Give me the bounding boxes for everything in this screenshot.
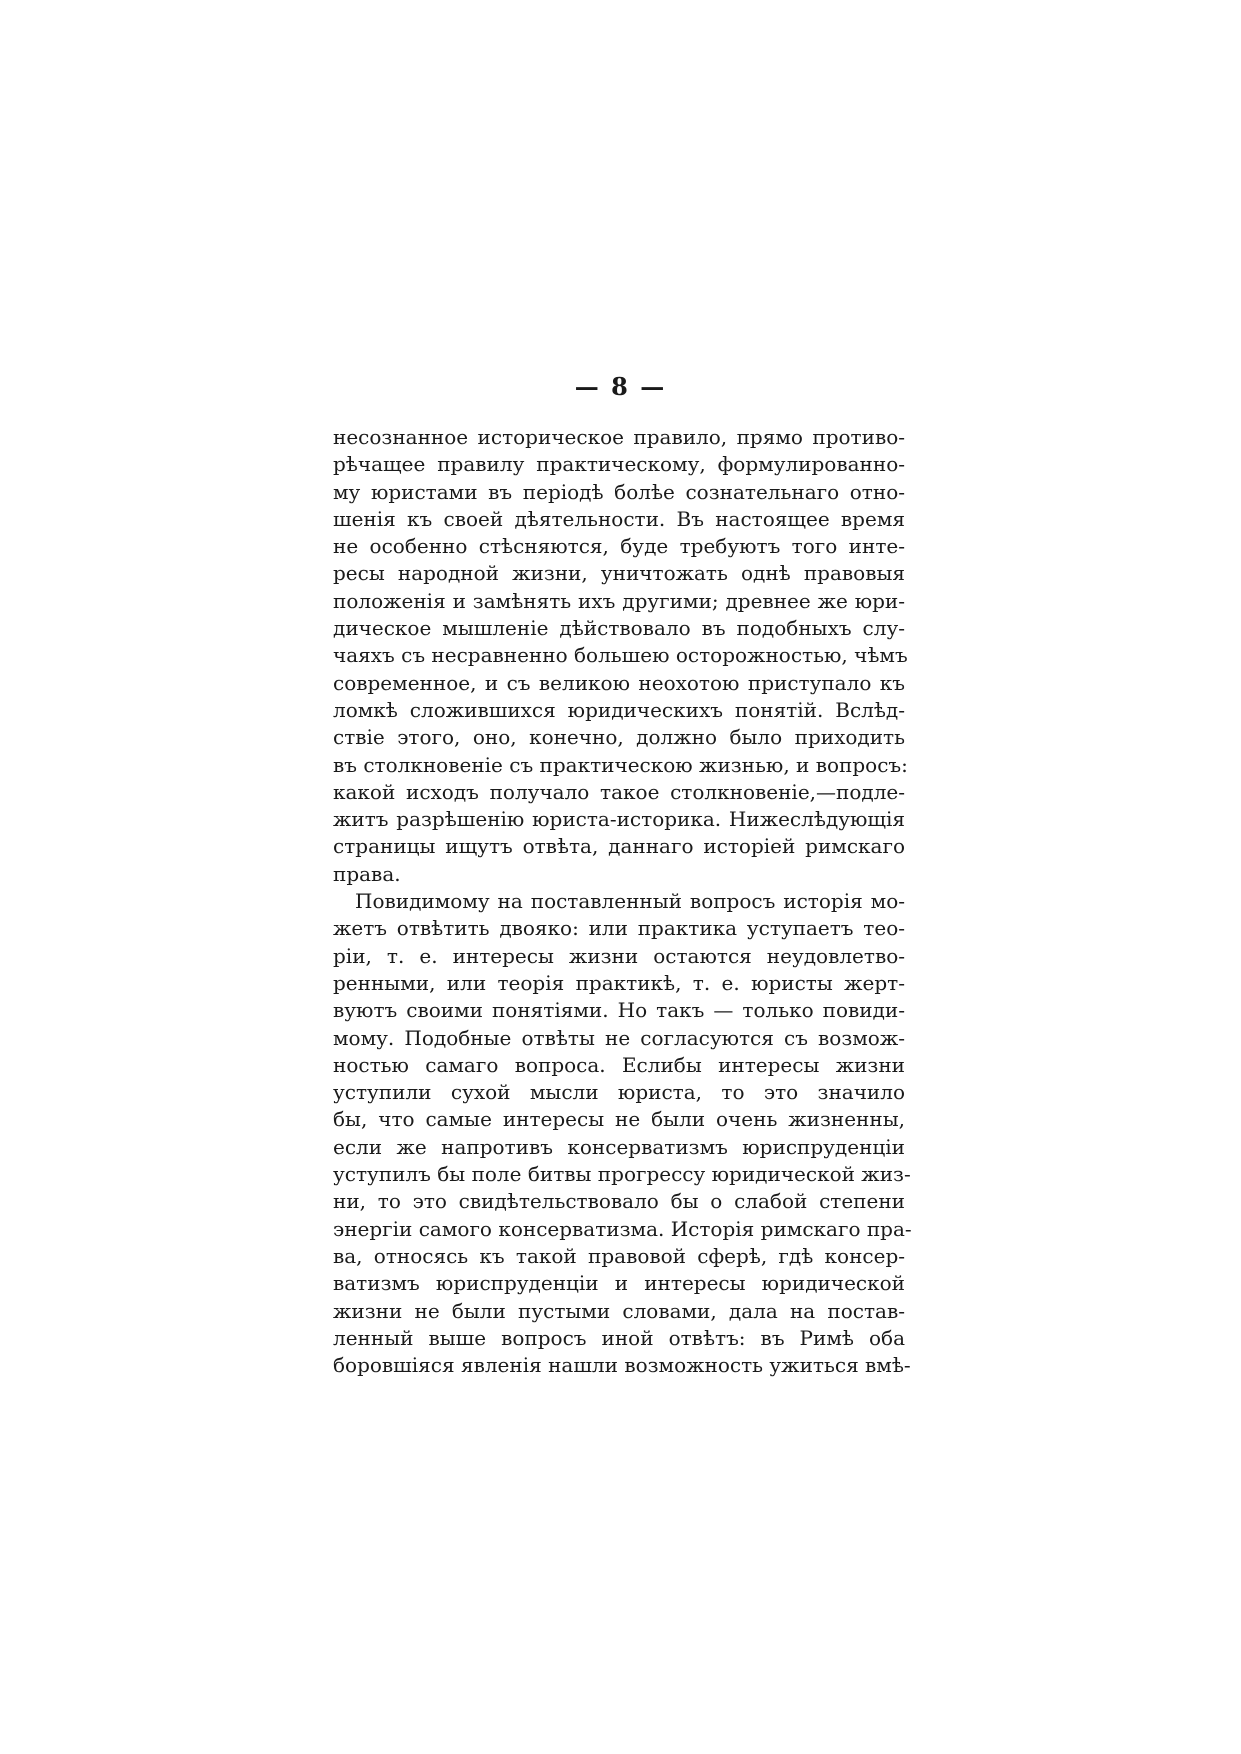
text-line: уступилъ бы поле битвы прогрессу юридической жиз- xyxy=(333,1162,911,1187)
text-line: Повидимому на поставленный вопросъ исторія мо- xyxy=(355,889,905,914)
text-line: ресы народной жизни, уничтожать однѣ правовыя xyxy=(333,561,905,586)
text-line: ватизмъ юриспруденціи и интересы юридической xyxy=(333,1271,905,1296)
text-line: дическое мышленіе дѣйствовало въ подобныхъ слу- xyxy=(333,616,905,641)
page-number: — 8 — xyxy=(574,372,667,401)
text-line: если же напротивъ консерватизмъ юриспруденціи xyxy=(333,1134,905,1159)
text-line: страницы ищутъ отвѣта, даннаго исторіей римскаго xyxy=(333,834,905,859)
text-line: уступили сухой мысли юриста, то это значило xyxy=(333,1080,905,1105)
text-line: жизни не были пустыми словами, дала на постав- xyxy=(333,1298,905,1323)
paragraph xyxy=(333,888,912,1379)
text-line: чаяхъ съ несравненно большею осторожностью, чѣмъ xyxy=(333,643,908,668)
text-line: энергіи самого консерватизма. Исторія римскаго пра- xyxy=(333,1216,912,1241)
text-line: ленный выше вопросъ иной отвѣтъ: въ Римѣ оба xyxy=(333,1325,905,1350)
text-line: мому. Подобные отвѣты не согласуются съ возмож- xyxy=(333,1025,905,1050)
text-line: му юристами въ періодѣ болѣе сознательнаго отно- xyxy=(333,479,905,504)
text-line: права. xyxy=(333,861,401,886)
text-line: шенія къ своей дѣятельности. Въ настоящее время xyxy=(333,506,905,531)
text-block xyxy=(333,424,912,1379)
text-line: несознанное историческое правило, прямо противо- xyxy=(333,425,905,449)
text-line: положенія и замѣнять ихъ другими; древнее же юри- xyxy=(333,588,905,613)
text-line: ренными, или теорія практикѣ, т. е. юристы жерт- xyxy=(333,970,905,995)
text-line: ломкѣ сложившихся юридическихъ понятій. Вслѣд- xyxy=(333,697,905,722)
text-line: ностью самаго вопроса. Еслибы интересы жизни xyxy=(333,1052,905,1077)
text-line: ствіе этого, оно, конечно, должно было приходить xyxy=(333,725,905,750)
text-line: ріи, т. е. интересы жизни остаются неудовлетво- xyxy=(333,943,905,968)
text-line: какой исходъ получало такое столкновеніе,—подле- xyxy=(333,779,905,804)
text-line: не особенно стѣсняются, буде требуютъ того инте- xyxy=(333,534,905,559)
text-line: жетъ отвѣтить двояко: или практика уступаетъ тео- xyxy=(333,916,905,941)
text-line: рѣчащее правилу практическому, формулированно- xyxy=(333,452,905,477)
text-line: ни, то это свидѣтельствовало бы о слабой степени xyxy=(333,1189,905,1214)
text-line: современное, и съ великою неохотою приступало къ xyxy=(333,670,905,695)
text-line: вуютъ своими понятіями. Но такъ — только повиди- xyxy=(333,998,905,1023)
text-line: бы, что самые интересы не были очень жизненны, xyxy=(333,1107,905,1132)
text-line: житъ разрѣшенію юриста-историка. Нижеслѣдующія xyxy=(333,807,905,832)
text-line: ва, относясь къ такой правовой сферѣ, гдѣ консер- xyxy=(333,1243,905,1268)
text-line: боровшіяся явленія нашли возможность ужиться вмѣ- xyxy=(333,1353,911,1378)
paragraph xyxy=(333,424,908,888)
text-line: въ столкновеніе съ практическою жизнью, и вопросъ: xyxy=(333,752,908,777)
